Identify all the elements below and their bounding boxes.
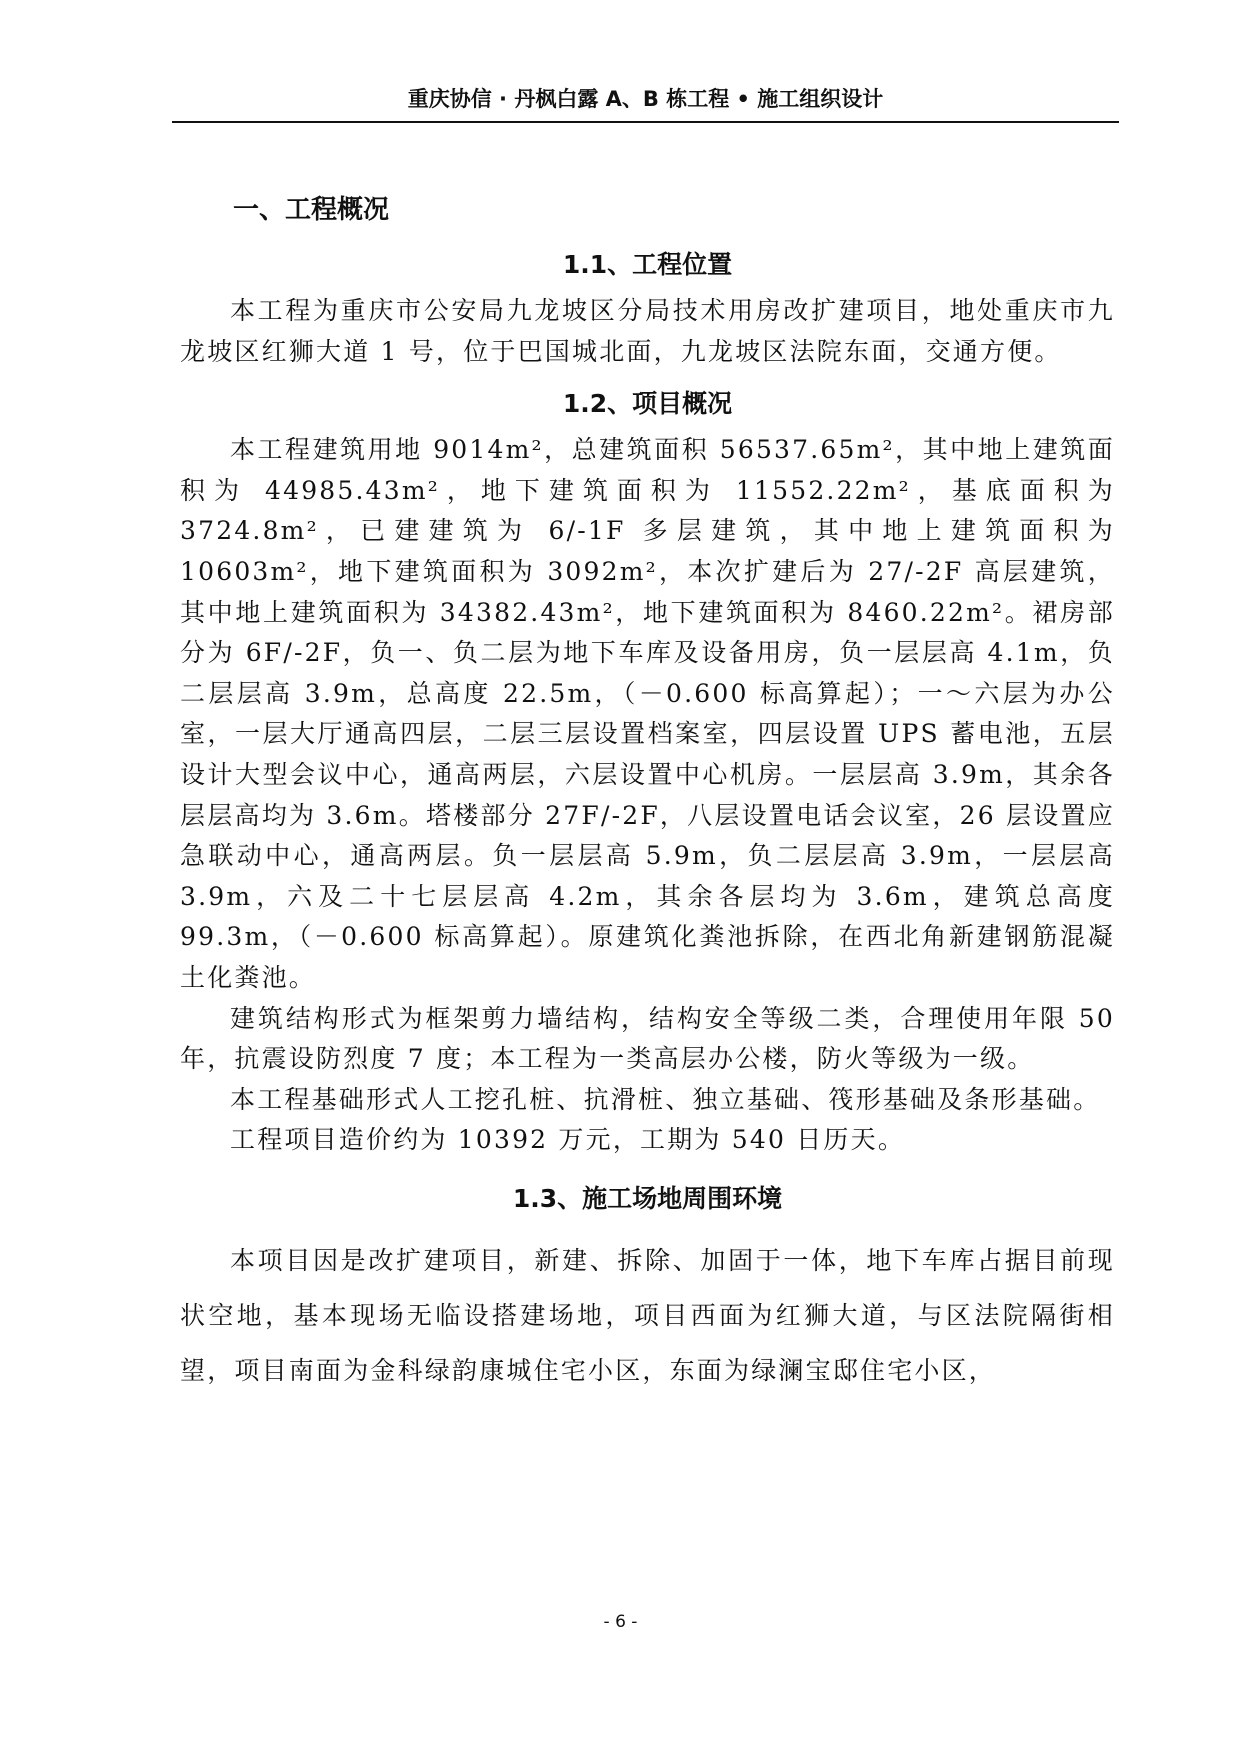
subsection-title-overview: 1.2、项目概况 (562, 389, 733, 419)
page-number: - 6 - (603, 1612, 638, 1632)
paragraph-overview-area: 本工程建筑用地 9014m²，总建筑面积 56537.65m²，其中地上建筑面积为 44985.43m²，地下建筑面积为 11552.22m²，基底面积为 3724.8m²，已建建筑为 6/-1F 多层建筑，其中地上建筑面积为 10603m²，地下建筑面积为 3092m²，本次扩建后为 27/-2F 高层建筑，其中地上建筑面积为 34382.43m²，地下建筑面积为 8460.22m²。裙房部分为 6F/-2F，负一、负二层为地下车库及设备用房，负一层层高 4.1m，负二层层高 3.9m，总高度 22.5m，（－0.600 标高算起）；一～六层为办公室，一层大厅通高四层，二层三层设置档案室，四层设置 UPS 蓄电池，五层设计大型会议中心，通高两层，六层设置中心机房。一层层高 3.9m，其余各层层高均为 3.6m。塔楼部分 27F/-2F，八层设置电话会议室，26 层设置应急联动中心，通高两层。负一层层高 5.9m，负二层层高 3.9m，一层层高 3.9m，六及二十七层层高 4.2m，其余各层均为 3.6m，建筑总高度 99.3m，（－0.600 标高算起）。原建筑化粪池拆除，在西北角新建钢筋混凝土化粪池。 (180, 435, 1115, 992)
section-title: 一、工程概况 (233, 195, 390, 225)
subsection-title-location: 1.1、工程位置 (562, 250, 733, 279)
paragraph-overview-cost: 工程项目造价约为 10392 万元，工期为 540 日历天。 (230, 1125, 906, 1155)
paragraph-environment: 本项目因是改扩建项目，新建、拆除、加固于一体，地下车库占据目前现状空地，基本现场无临设搭建场地，项目西面为红狮大道，与区法院隔街相望，项目南面为金科绿韵康城住宅小区，东面为绿澜宝邸住宅小区， (180, 1245, 1115, 1385)
page-body (180, 185, 1115, 1398)
paragraph-overview-foundation: 本工程基础形式人工挖孔桩、抗滑桩、独立基础、筏形基础及条形基础。 (230, 1084, 1101, 1114)
subsection-title-environment: 1.3、施工场地周围环境 (512, 1183, 783, 1213)
header-divider (172, 121, 1119, 123)
paragraph-overview-structure: 建筑结构形式为框架剪力墙结构，结构安全等级二类，合理使用年限 50 年，抗震设防烈度 7 度；本工程为一类高层办公楼，防火等级为一级。 (180, 1003, 1115, 1074)
running-header: 重庆协信 · 丹枫白露 A、B 栋工程 • 施工组织设计 (407, 87, 884, 111)
paragraph-location: 本工程为重庆市公安局九龙坡区分局技术用房改扩建项目，地处重庆市九龙坡区红狮大道 1 号，位于巴国城北面，九龙坡区法院东面，交通方便。 (180, 296, 1115, 366)
